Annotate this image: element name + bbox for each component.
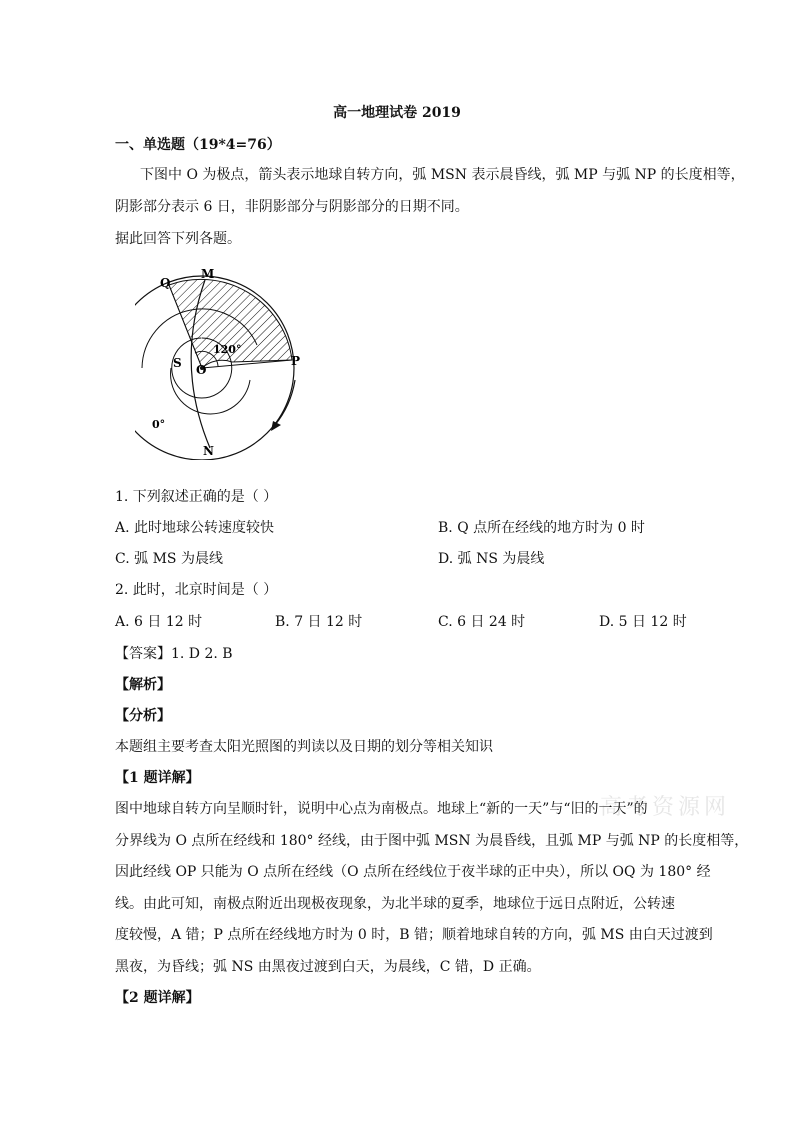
fenxi-text: 本题组主要考查太阳光照图的判读以及日期的划分等相关知识	[115, 739, 493, 755]
page-title: 高一地理试卷 2019	[333, 105, 461, 121]
question-2-option-c: C. 6 日 24 时	[438, 614, 526, 630]
question-2-option-d: D. 5 日 12 时	[599, 614, 687, 630]
label-p: P	[291, 354, 301, 368]
detail-1-line-6: 黑夜，为昏线；弧 NS 由黑夜过渡到白天，为晨线，C 错，D 正确。	[115, 959, 541, 975]
detail-1-line-5: 度较慢，A 错；P 点所在经线地方时为 0 时，B 错；顺着地球自转的方向，弧 MS 由白天过渡到	[115, 927, 713, 943]
intro-line-1: 下图中 O 为极点，箭头表示地球自转方向，弧 MSN 表示晨昏线，弧 MP 与弧 NP 的长度相等，	[140, 167, 745, 183]
intro-line-3: 据此回答下列各题。	[115, 231, 241, 247]
label-m: M	[201, 267, 215, 281]
label-q: Q	[160, 276, 171, 290]
label-n: N	[203, 444, 214, 458]
question-1-option-c: C. 弧 MS 为晨线	[115, 551, 223, 567]
question-1-stem: 1. 下列叙述正确的是（ ）	[115, 489, 278, 505]
intro-line-2: 阴影部分表示 6 日，非阴影部分与阴影部分的日期不同。	[115, 199, 469, 215]
arrow-head-icon	[271, 421, 281, 431]
detail-1-heading: 【1 题详解】	[115, 770, 200, 786]
polar-diagram	[135, 265, 315, 460]
detail-2-heading: 【2 题详解】	[115, 990, 200, 1006]
fenxi-heading: 【分析】	[115, 708, 171, 724]
question-1-option-d: D. 弧 NS 为晨线	[438, 551, 545, 567]
question-2-stem: 2. 此时，北京时间是（ ）	[115, 582, 278, 598]
detail-1-line-4: 线。由此可知，南极点附近出现极夜现象，为北半球的夏季，地球位于远日点附近，公转速	[115, 896, 675, 912]
watermark: 高考资源网	[600, 795, 731, 820]
analysis-heading: 【解析】	[115, 677, 171, 693]
label-s: S	[173, 356, 182, 370]
detail-1-line-3: 因此经线 OP 只能为 O 点所在经线（O 点所在经线位于夜半球的正中央），所以 OQ 为 180° 经	[115, 864, 711, 880]
detail-1-line-1: 图中地球自转方向呈顺时针，说明中心点为南极点。地球上“新的一天”与“旧的一天”的	[115, 801, 648, 817]
label-angle: 120°	[213, 343, 242, 356]
label-zero: 0°	[152, 418, 166, 431]
question-1-option-a: A. 此时地球公转速度较快	[115, 520, 275, 536]
question-1-option-b: B. Q 点所在经线的地方时为 0 时	[438, 520, 645, 536]
answer-line: 【答案】1. D 2. B	[115, 646, 233, 662]
question-2-option-b: B. 7 日 12 时	[275, 614, 363, 630]
label-o: O	[196, 363, 207, 377]
section-heading: 一、单选题（19*4=76）	[115, 137, 281, 153]
detail-1-line-2: 分界线为 O 点所在经线和 180° 经线，由于图中弧 MSN 为晨昏线，且弧 MP 与弧 NP 的长度相等，	[115, 833, 749, 849]
question-2-option-a: A. 6 日 12 时	[115, 614, 203, 630]
